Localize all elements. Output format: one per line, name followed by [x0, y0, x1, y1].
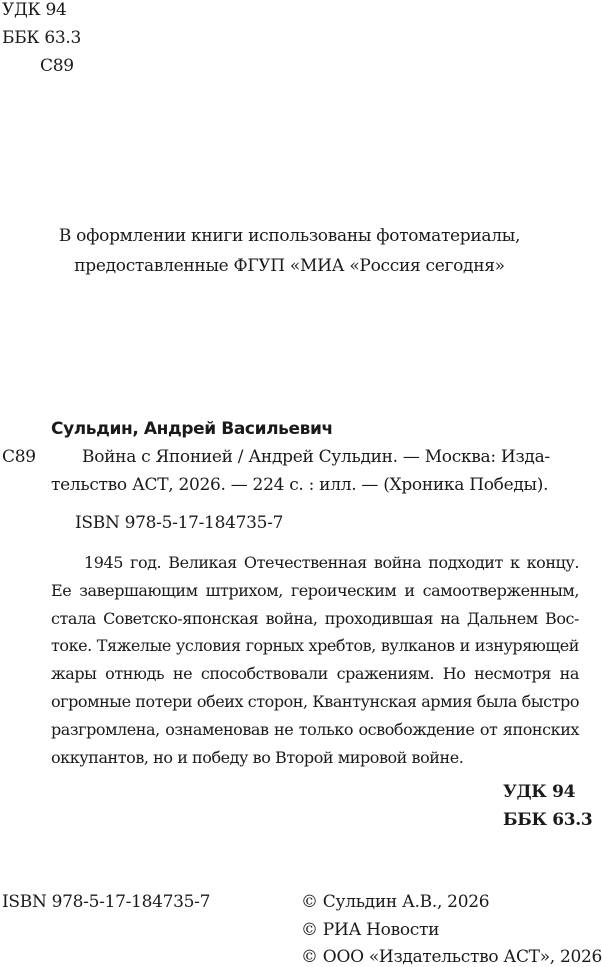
bbk-code-top: ББК 63.3 [2, 28, 81, 48]
isbn-footer: ISBN 978-5-17-184735-7 [2, 892, 211, 912]
photo-credits [0, 221, 579, 281]
photo-credits-line-1: В оформлении книги использованы фотоматериалы, [58, 226, 521, 246]
author-heading: Сульдин, Андрей Васильевич [51, 419, 333, 439]
abstract [51, 549, 579, 771]
abstract-line: стала Советско-японская война, проходившая на Дальнем Вос- [51, 608, 579, 628]
udk-code-bottom: УДК 94 [503, 782, 576, 802]
abstract-line: разгромлена, ознаменовав не только освобождение от японских [51, 719, 579, 739]
abstract-line: огромные потери обеих сторон, Квантунская армия была быстро [51, 691, 579, 711]
bibliographic-line-2: тельство АСТ, 2026. — 224 с. : илл. — (Хроника Победы). [51, 475, 549, 495]
copyright-publisher: © ООО «Издательство АСТ», 2026 [301, 947, 602, 967]
bibliographic-line-1: Война с Японией / Андрей Сульдин. — Москва: Изда- [82, 447, 550, 467]
copyright-author: © Сульдин А.В., 2026 [301, 892, 490, 912]
bbk-code-bottom: ББК 63.3 [503, 810, 593, 830]
abstract-line: жары отнюдь не способствовали сражениям. Но несмотря на [51, 664, 579, 684]
photo-credits-line-2: предоставленные ФГУП «МИА «Россия сегодня» [74, 256, 505, 276]
author-mark-top: С89 [40, 56, 74, 76]
abstract-line: Ее завершающим штрихом, героическим и самоотверженным, [51, 580, 579, 600]
udk-code-top: УДК 94 [2, 0, 67, 20]
copyright-ria: © РИА Новости [301, 920, 440, 940]
abstract-line: оккупантов, но и победу во Второй мировой войне. [51, 747, 464, 767]
abstract-line: токе. Тяжелые условия горных хребтов, вулканов и изнуряющей [51, 636, 579, 656]
isbn-record: ISBN 978-5-17-184735-7 [75, 513, 284, 533]
abstract-line: 1945 год. Великая Отечественная война подходит к концу. [84, 553, 579, 572]
author-mark: С89 [2, 447, 36, 467]
